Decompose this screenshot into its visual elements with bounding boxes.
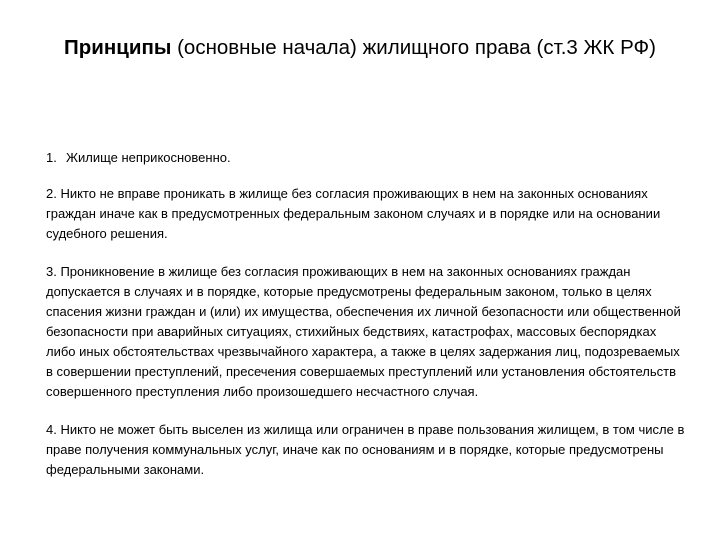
title-bold-part: Принципы (64, 36, 172, 59)
paragraph-4: 4. Никто не может быть выселен из жилища или ограничен в праве пользования жилищем, в том числе в праве получения коммунальных услуг, иначе как по основаниям и в порядке, которые предусмотрены федеральными законами. (46, 422, 685, 477)
paragraph-2: 2. Никто не вправе проникать в жилище без согласия проживающих в нем на законных основаниях граждан иначе как в предусмотренных федеральным законом случаях и в порядке или на основании судебного решения. (46, 186, 661, 241)
slide-body (46, 148, 686, 498)
title-rest-part: (основные начала) жилищного права (ст.3 ЖК РФ) (171, 36, 656, 59)
slide-title (20, 34, 700, 62)
item-number: 1. (46, 150, 57, 165)
item-text: Жилище неприкосновенно. (66, 150, 231, 165)
paragraph-3: 3. Проникновение в жилище без согласия проживающих в нем на законных основаниях граждан допускается в случаях и в порядке, которые предусмотрены федеральным законом, только в целях спасения жизни граждан и (или) их имущества, обеспечения их личной безопасности или общественной безопасности при аварийных ситуациях, стихийных бедствиях, катастрофах, массовых беспорядках либо иных обстоятельствах чрезвычайного характера, а также в целях задержания лиц, подозреваемых в совершении преступлений, пресечения совершаемых преступлений или установления обстоятельств совершенного преступления либо произошедшего несчастного случая. (46, 264, 681, 399)
numbered-item-1 (46, 148, 686, 168)
